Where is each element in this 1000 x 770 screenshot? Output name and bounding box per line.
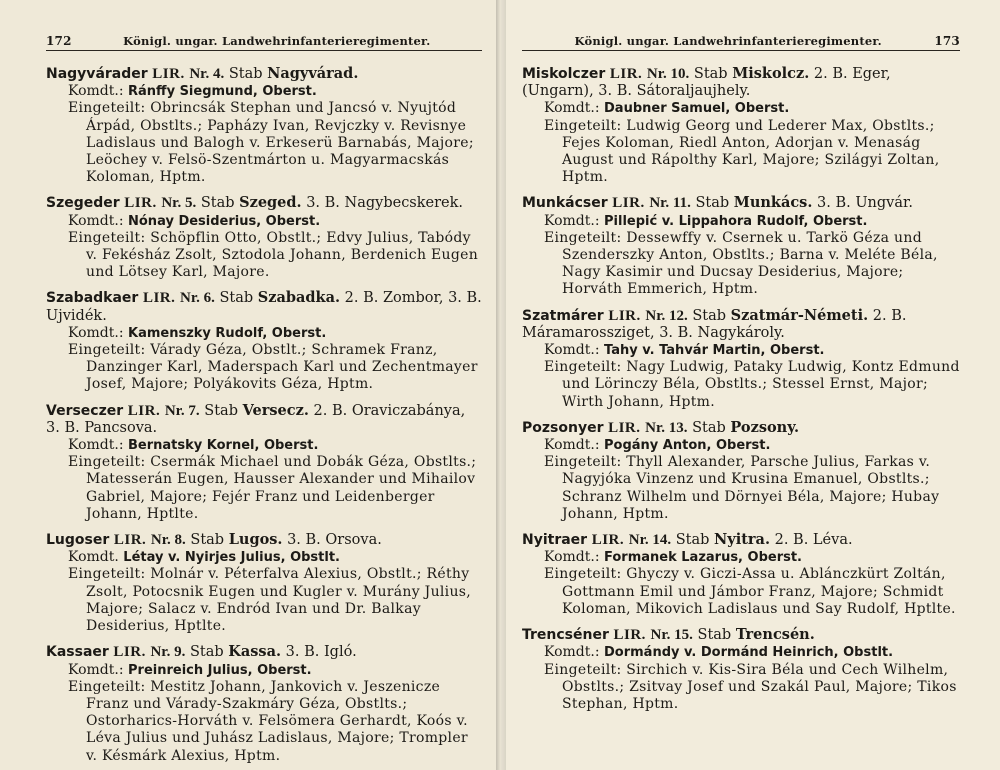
- page-number: 172: [46, 34, 72, 48]
- regiment-city: Szabadkaer: [46, 290, 139, 307]
- assigned-officers: Eingeteilt: Sirchich v. Kis-Sira Béla und Cech Wilhelm, Obstlts.; Zsitvay Josef und Szakál Paul, Majore; Tikos Stephan, Hptm.: [544, 661, 957, 712]
- assigned-officers: Eingeteilt: Molnár v. Péterfalva Alexius, Obstlt.; Réthy Zsolt, Potocsnik Eugen und Kugler v. Murány Julius, Majore; Salacz v. Endród Ivan und Dr. Balkay Desiderius, Hptlte.: [68, 566, 472, 635]
- regiment-entry: [522, 307, 960, 411]
- commander-name: Létay v. Nyirjes Julius, Obstlt.: [123, 550, 340, 566]
- regiment-entry: [522, 626, 960, 713]
- assigned-officers: Eingeteilt: Schöpflin Otto, Obstlt.; Edvy Julius, Tabódy v. Fekésház Zsolt, Sztodola Johann, Berdenich Eugen und Lötsey Karl, Majore.: [68, 229, 479, 281]
- assigned-officers: Eingeteilt: Várady Géza, Obstlt.; Schramek Franz, Danzinger Karl, Maderspach Karl und Zechentmayer Josef, Majore; Polyákovits Géza, Hptm.: [68, 342, 478, 393]
- regiment-abbrev: LIR.: [152, 66, 185, 82]
- stab-label: Stab: [697, 627, 732, 644]
- stab-place: Trencsén.: [735, 626, 815, 644]
- regiment-city: Lugoser: [46, 532, 110, 549]
- commander-label: Komdt.:: [68, 212, 124, 229]
- regiment-entry: [46, 194, 482, 281]
- regiment-city: Nagyvárader: [46, 66, 148, 82]
- stab-place: Miskolcz.: [732, 65, 810, 82]
- regiment-entry: [46, 643, 482, 764]
- commander-name: Nónay Desiderius, Oberst.: [128, 213, 321, 229]
- regiment-abbrev: LIR.: [127, 402, 161, 419]
- stab-place: Munkács.: [733, 194, 813, 212]
- running-head-right: [522, 34, 960, 51]
- regiment-number: Nr. 11.: [649, 195, 691, 212]
- regiment-number: Nr. 12.: [645, 307, 688, 324]
- entry-heading: [522, 626, 960, 644]
- commander-label: Komdt.: [68, 549, 119, 566]
- commander-name: Tahy v. Tahvár Martin, Oberst.: [604, 343, 825, 359]
- stab-place: Nyitra.: [714, 531, 770, 549]
- battalion-locations: 2. B. Eger, (Ungarn), 3. B. Sátoraljaujhely.: [522, 66, 891, 100]
- regiment-city: Nyitraer: [522, 532, 588, 549]
- commander-line: [46, 213, 482, 230]
- commander-label: Komdt.:: [68, 83, 124, 100]
- regiment-entry: [522, 531, 960, 618]
- commander-line: [522, 437, 960, 454]
- entry-heading: [46, 65, 482, 83]
- entry-heading: [522, 307, 960, 342]
- regiment-city: Szatmárer: [522, 307, 604, 324]
- battalion-locations: 3. B. Ungvár.: [817, 195, 913, 212]
- right-page: [500, 0, 1000, 770]
- entry-heading: [522, 531, 960, 549]
- battalion-locations: 3. B. Orsova.: [287, 532, 382, 549]
- entry-heading: [46, 531, 482, 549]
- commander-line: [46, 83, 482, 100]
- stab-label: Stab: [189, 644, 224, 661]
- regiment-city: Szegeder: [46, 195, 120, 212]
- commander-name: Pogány Anton, Oberst.: [604, 438, 771, 454]
- regiment-number: Nr. 5.: [161, 195, 197, 212]
- stab-label: Stab: [675, 532, 710, 549]
- stab-place: Versecz.: [242, 401, 309, 419]
- stab-place: Nagyvárad.: [267, 65, 359, 82]
- battalion-locations: 2. B. Zombor, 3. B. Ujvidék.: [46, 290, 482, 324]
- commander-line: [46, 437, 482, 454]
- commander-line: [522, 549, 960, 566]
- commander-name: Formanek Lazarus, Oberst.: [604, 550, 802, 566]
- regiment-number: Nr. 10.: [646, 66, 690, 82]
- regiment-abbrev: LIR.: [608, 419, 641, 436]
- regiment-entry: [46, 531, 482, 635]
- running-head-title: Königl. ungar. Landwehrinfanterieregimenter.: [123, 34, 431, 48]
- stab-place: Szatmár-Németi.: [730, 306, 869, 324]
- commander-label: Komdt.:: [544, 212, 600, 229]
- regiment-number: Nr. 4.: [189, 66, 225, 82]
- commander-name: Dormándy v. Dormánd Heinrich, Obstlt.: [604, 645, 894, 661]
- regiment-city: Verseczer: [46, 402, 124, 419]
- assigned-officers: Eingeteilt: Ludwig Georg und Lederer Max, Obstlts.; Fejes Koloman, Riedl Anton, Adorjan v. Menaság August und Rápolthy Karl, Majore; Szilágyi Zoltan, Hptm.: [544, 117, 940, 186]
- commander-name: Ránffy Siegmund, Oberst.: [128, 84, 317, 100]
- stab-place: Kassa.: [228, 643, 282, 661]
- regiment-number: Nr. 9.: [150, 644, 186, 661]
- stab-place: Pozsony.: [730, 418, 800, 436]
- assigned-officers: Eingeteilt: Mestitz Johann, Jankovich v. Jeszenicze Franz und Várady-Szakmáry Géza, Obstlts.; Ostorharics-Horváth v. Felsömera Gerhardt, Koós v. Léva Julius und Juhász Ladislaus, Majore; Trompler v. Késmárk Alexius, Hptm.: [68, 678, 468, 764]
- commander-label: Komdt.:: [544, 549, 600, 566]
- regiment-city: Miskolczer: [522, 66, 606, 82]
- commander-line: [522, 342, 960, 359]
- commander-label: Komdt.:: [68, 661, 124, 678]
- regiment-city: Pozsonyer: [522, 419, 604, 436]
- stab-label: Stab: [200, 195, 235, 212]
- regiment-number: Nr. 6.: [179, 290, 215, 307]
- battalion-locations: 2. B. Léva.: [774, 532, 853, 549]
- regiment-entry: [522, 65, 960, 186]
- regiment-number: Nr. 8.: [150, 532, 186, 549]
- regiment-abbrev: LIR.: [124, 195, 157, 212]
- regiment-city: Kassaer: [46, 644, 109, 661]
- regiment-abbrev: LIR.: [591, 532, 625, 549]
- entry-heading: [46, 289, 482, 324]
- regiment-abbrev: LIR.: [613, 627, 646, 644]
- stab-place: Szabadka.: [257, 289, 341, 307]
- running-head-title: Königl. ungar. Landwehrinfanterieregimenter.: [574, 34, 882, 48]
- battalion-locations: 2. B. Máramarossziget, 3. B. Nagykároly.: [522, 307, 907, 341]
- commander-label: Komdt.:: [544, 437, 600, 454]
- commander-name: Preinreich Julius, Oberst.: [128, 662, 312, 678]
- stab-label: Stab: [219, 290, 254, 307]
- commander-label: Komdt.:: [68, 324, 124, 341]
- regiment-number: Nr. 14.: [628, 532, 672, 549]
- commander-label: Komdt.:: [544, 342, 600, 359]
- stab-label: Stab: [692, 419, 726, 436]
- commander-label: Komdt.:: [68, 437, 124, 454]
- regiment-city: Munkácser: [522, 195, 608, 212]
- commander-label: Komdt.:: [544, 644, 600, 661]
- regiment-number: Nr. 15.: [650, 627, 693, 644]
- regiment-abbrev: LIR.: [142, 290, 176, 307]
- commander-name: Pillepić v. Lippahora Rudolf, Oberst.: [604, 213, 868, 229]
- entry-heading: [522, 65, 960, 100]
- commander-line: [522, 100, 960, 117]
- assigned-officers: Eingeteilt: Nagy Ludwig, Pataky Ludwig, Kontz Edmund und Lörinczy Béla, Obstlts.; Stessel Ernst, Major; Wirth Johann, Hptm.: [544, 359, 960, 410]
- assigned-officers: Eingeteilt: Csermák Michael und Dobák Géza, Obstlts.; Matesserán Eugen, Hausser Alexander und Mihailov Gabriel, Majore; Fejér Franz und Leidenberger Johann, Hptlte.: [68, 454, 477, 522]
- battalion-locations: 2. B. Oraviczabánya, 3. B. Pancsova.: [46, 402, 466, 436]
- regiment-abbrev: LIR.: [612, 195, 645, 212]
- entry-heading: [522, 419, 960, 437]
- stab-label: Stab: [693, 66, 728, 82]
- assigned-officers: Eingeteilt: Ghyczy v. Giczi-Assa u. Ablánczkürt Zoltán, Gottmann Emil und Jámbor Franz, Majore; Schmidt Koloman, Mikovich Ladislaus und Say Rudolf, Hptlte.: [544, 566, 956, 617]
- battalion-locations: 3. B. Nagybecskerek.: [306, 195, 464, 212]
- stab-label: Stab: [204, 402, 238, 419]
- assigned-officers: Eingeteilt: Dessewffy v. Csernek u. Tarkö Géza und Szenderszky Anton, Obstlts.; Barna v. Meléte Béla, Nagy Kasimir und Ducsay Desiderius, Majore; Horváth Emmerich, Hptm.: [544, 229, 938, 298]
- commander-line: [522, 213, 960, 230]
- entry-heading: [46, 643, 482, 661]
- page-number: 173: [934, 34, 960, 48]
- commander-label: Komdt.:: [544, 100, 600, 117]
- entry-heading: [522, 194, 960, 212]
- entry-heading: [46, 402, 482, 437]
- commander-line: [46, 662, 482, 679]
- stab-label: Stab: [228, 66, 263, 82]
- assigned-officers: Eingeteilt: Thyll Alexander, Parsche Julius, Farkas v. Nagyjóka Vinzenz und Krusina Emanuel, Obstlts.; Schranz Wilhelm und Dörnyei Béla, Majore; Hubay Johann, Hptm.: [544, 454, 940, 522]
- running-head-left: [46, 34, 482, 51]
- stab-label: Stab: [190, 532, 225, 549]
- regiment-entry: [46, 402, 482, 523]
- stab-place: Lugos.: [228, 531, 283, 549]
- regiment-abbrev: LIR.: [113, 532, 147, 549]
- commander-name: Daubner Samuel, Oberst.: [604, 101, 790, 117]
- stab-label: Stab: [692, 307, 727, 324]
- commander-line: [46, 549, 482, 566]
- regiment-abbrev: LIR.: [608, 307, 641, 324]
- regiment-abbrev: LIR.: [609, 66, 643, 82]
- stab-place: Szeged.: [239, 194, 302, 212]
- regiment-city: Trencséner: [522, 627, 609, 644]
- regiment-entry: [522, 194, 960, 298]
- regiment-number: Nr. 13.: [645, 419, 688, 436]
- regiment-entry: [46, 289, 482, 393]
- commander-name: Bernatsky Kornel, Oberst.: [128, 438, 319, 454]
- assigned-officers: Eingeteilt: Obrincsák Stephan und Jancsó v. Nyujtód Árpád, Obstlts.; Papházy Ivan, Revjczky v. Revisnye Ladislaus und Balogh v. Erkeserü Barnabás, Majore; Leöchey v. Felsö-Szentmárton u. Magyarmacskás Koloman, Hptm.: [68, 100, 474, 186]
- regiment-entry: [522, 419, 960, 523]
- regiment-number: Nr. 7.: [164, 402, 200, 419]
- battalion-locations: 3. B. Igló.: [285, 644, 357, 661]
- commander-line: [522, 644, 960, 661]
- regiment-abbrev: LIR.: [113, 644, 146, 661]
- book-gutter: [496, 0, 506, 770]
- entry-heading: [46, 194, 482, 212]
- stab-label: Stab: [695, 195, 730, 212]
- regiment-entry: [46, 65, 482, 186]
- commander-line: [46, 325, 482, 342]
- commander-name: Kamenszky Rudolf, Oberst.: [128, 325, 327, 341]
